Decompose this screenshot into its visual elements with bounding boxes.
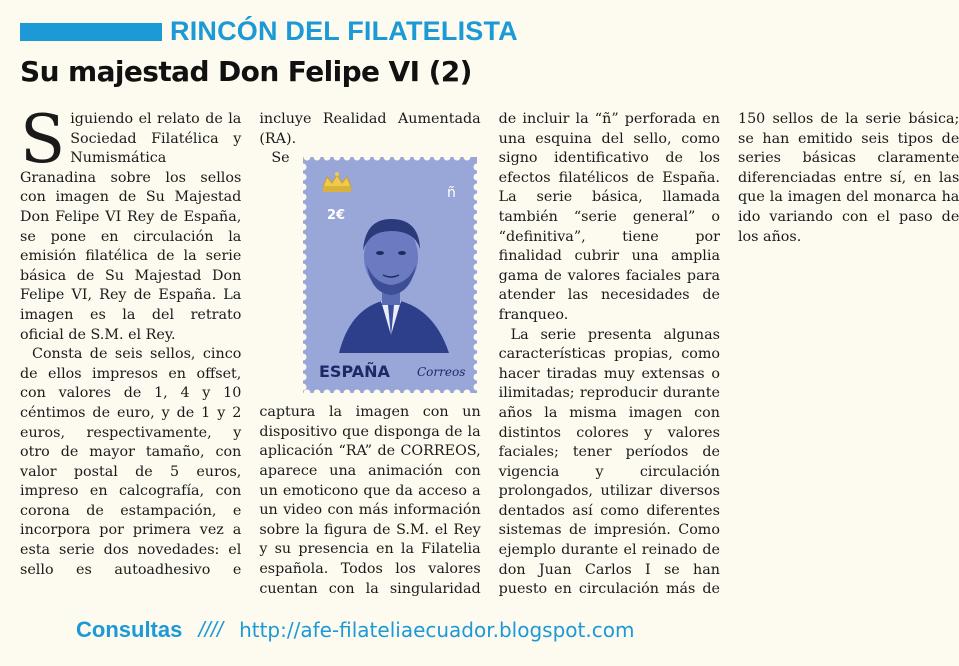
stamp-image — [299, 153, 481, 397]
stamp-post-label: Correos — [416, 365, 466, 380]
stamp-country: ESPAÑA — [318, 362, 390, 382]
paragraph-3-text: Se captura la imagen con un dispositivo que disponga de la aplicación “RA” de CORREOS, aparece una animación con un emoticono que da acceso a un video con más información sobre la figura de S.M. el Rey y su presencia en la Filatelia española. Todos los valores cuentan con la singularidad de incluir la “ñ” perforada en una esquina del sello, como signo identificativo de los efectos filatélicos de España. La serie básica, llamada también “serie general” o “definitiva”, tiene por finalidad cubrir una amplia gama de valores faciales para atender las necesidades de franqueo. — [259, 111, 720, 597]
header-accent-bar — [20, 23, 162, 41]
stamp-value: 2€ — [326, 208, 345, 224]
footer-link[interactable]: http://afe-filateliaecuador.blogspot.com — [239, 618, 635, 642]
drop-cap: S — [20, 101, 66, 178]
paragraph-4: La serie presenta algunas características propias, como hacer tiradas muy extensas o ilimitadas; reproducir durante años la misma imagen con distintos colores y valores faciales; tener períodos de vigencia y circulación prolongados, utilizar diversos dentados así como diferentes sistemas de impresión. Como ejemplo durante el reinado de don Juan Carlos I se han puesto en circulación más de 150 sellos de la serie básica; se han emitido seis tipos de series básicas claramente diferenciadas entre sí, en las que la imagen del monarca ha ido variando con el paso de los años. — [498, 111, 959, 598]
footer-consultas — [76, 617, 634, 643]
paragraph-1-text: iguiendo el relato de la Sociedad Filatélica y Numismática Granadina sobre los sellos con imagen de Su Majestad Don Felipe VI Rey de España, se pone en circulación la emisión filatélica de la serie básica de Su Majestad Don Felipe VI, Rey de España. La imagen es la del retrato oficial de S.M. el Rey. — [20, 111, 242, 343]
paragraph-1 — [20, 101, 242, 345]
footer-label: Consultas — [76, 617, 183, 642]
stamp-enye-mark: ñ — [446, 185, 456, 202]
article-body — [20, 101, 959, 606]
paragraph-2: Consta de seis sellos, cinco de ellos impresos en offset, con valores de 1, 4 y 10 céntimos de euro, y de 1 y 2 euros, respectivamente, y otro de mayor tamaño, con valor postal de 5 euros, impreso en calcografía, con corona de estampación, e incorpora por primera vez a esta serie dos novedades: el sello es autoadhesivo e incluye Realidad Aumentada (RA). — [20, 111, 481, 578]
article-title: Su majestad Don Felipe VI (2) — [20, 55, 472, 88]
footer-separator: //// — [198, 617, 223, 642]
stamp-svg — [299, 153, 481, 397]
section-title: RINCÓN DEL FILATELISTA — [170, 16, 518, 46]
